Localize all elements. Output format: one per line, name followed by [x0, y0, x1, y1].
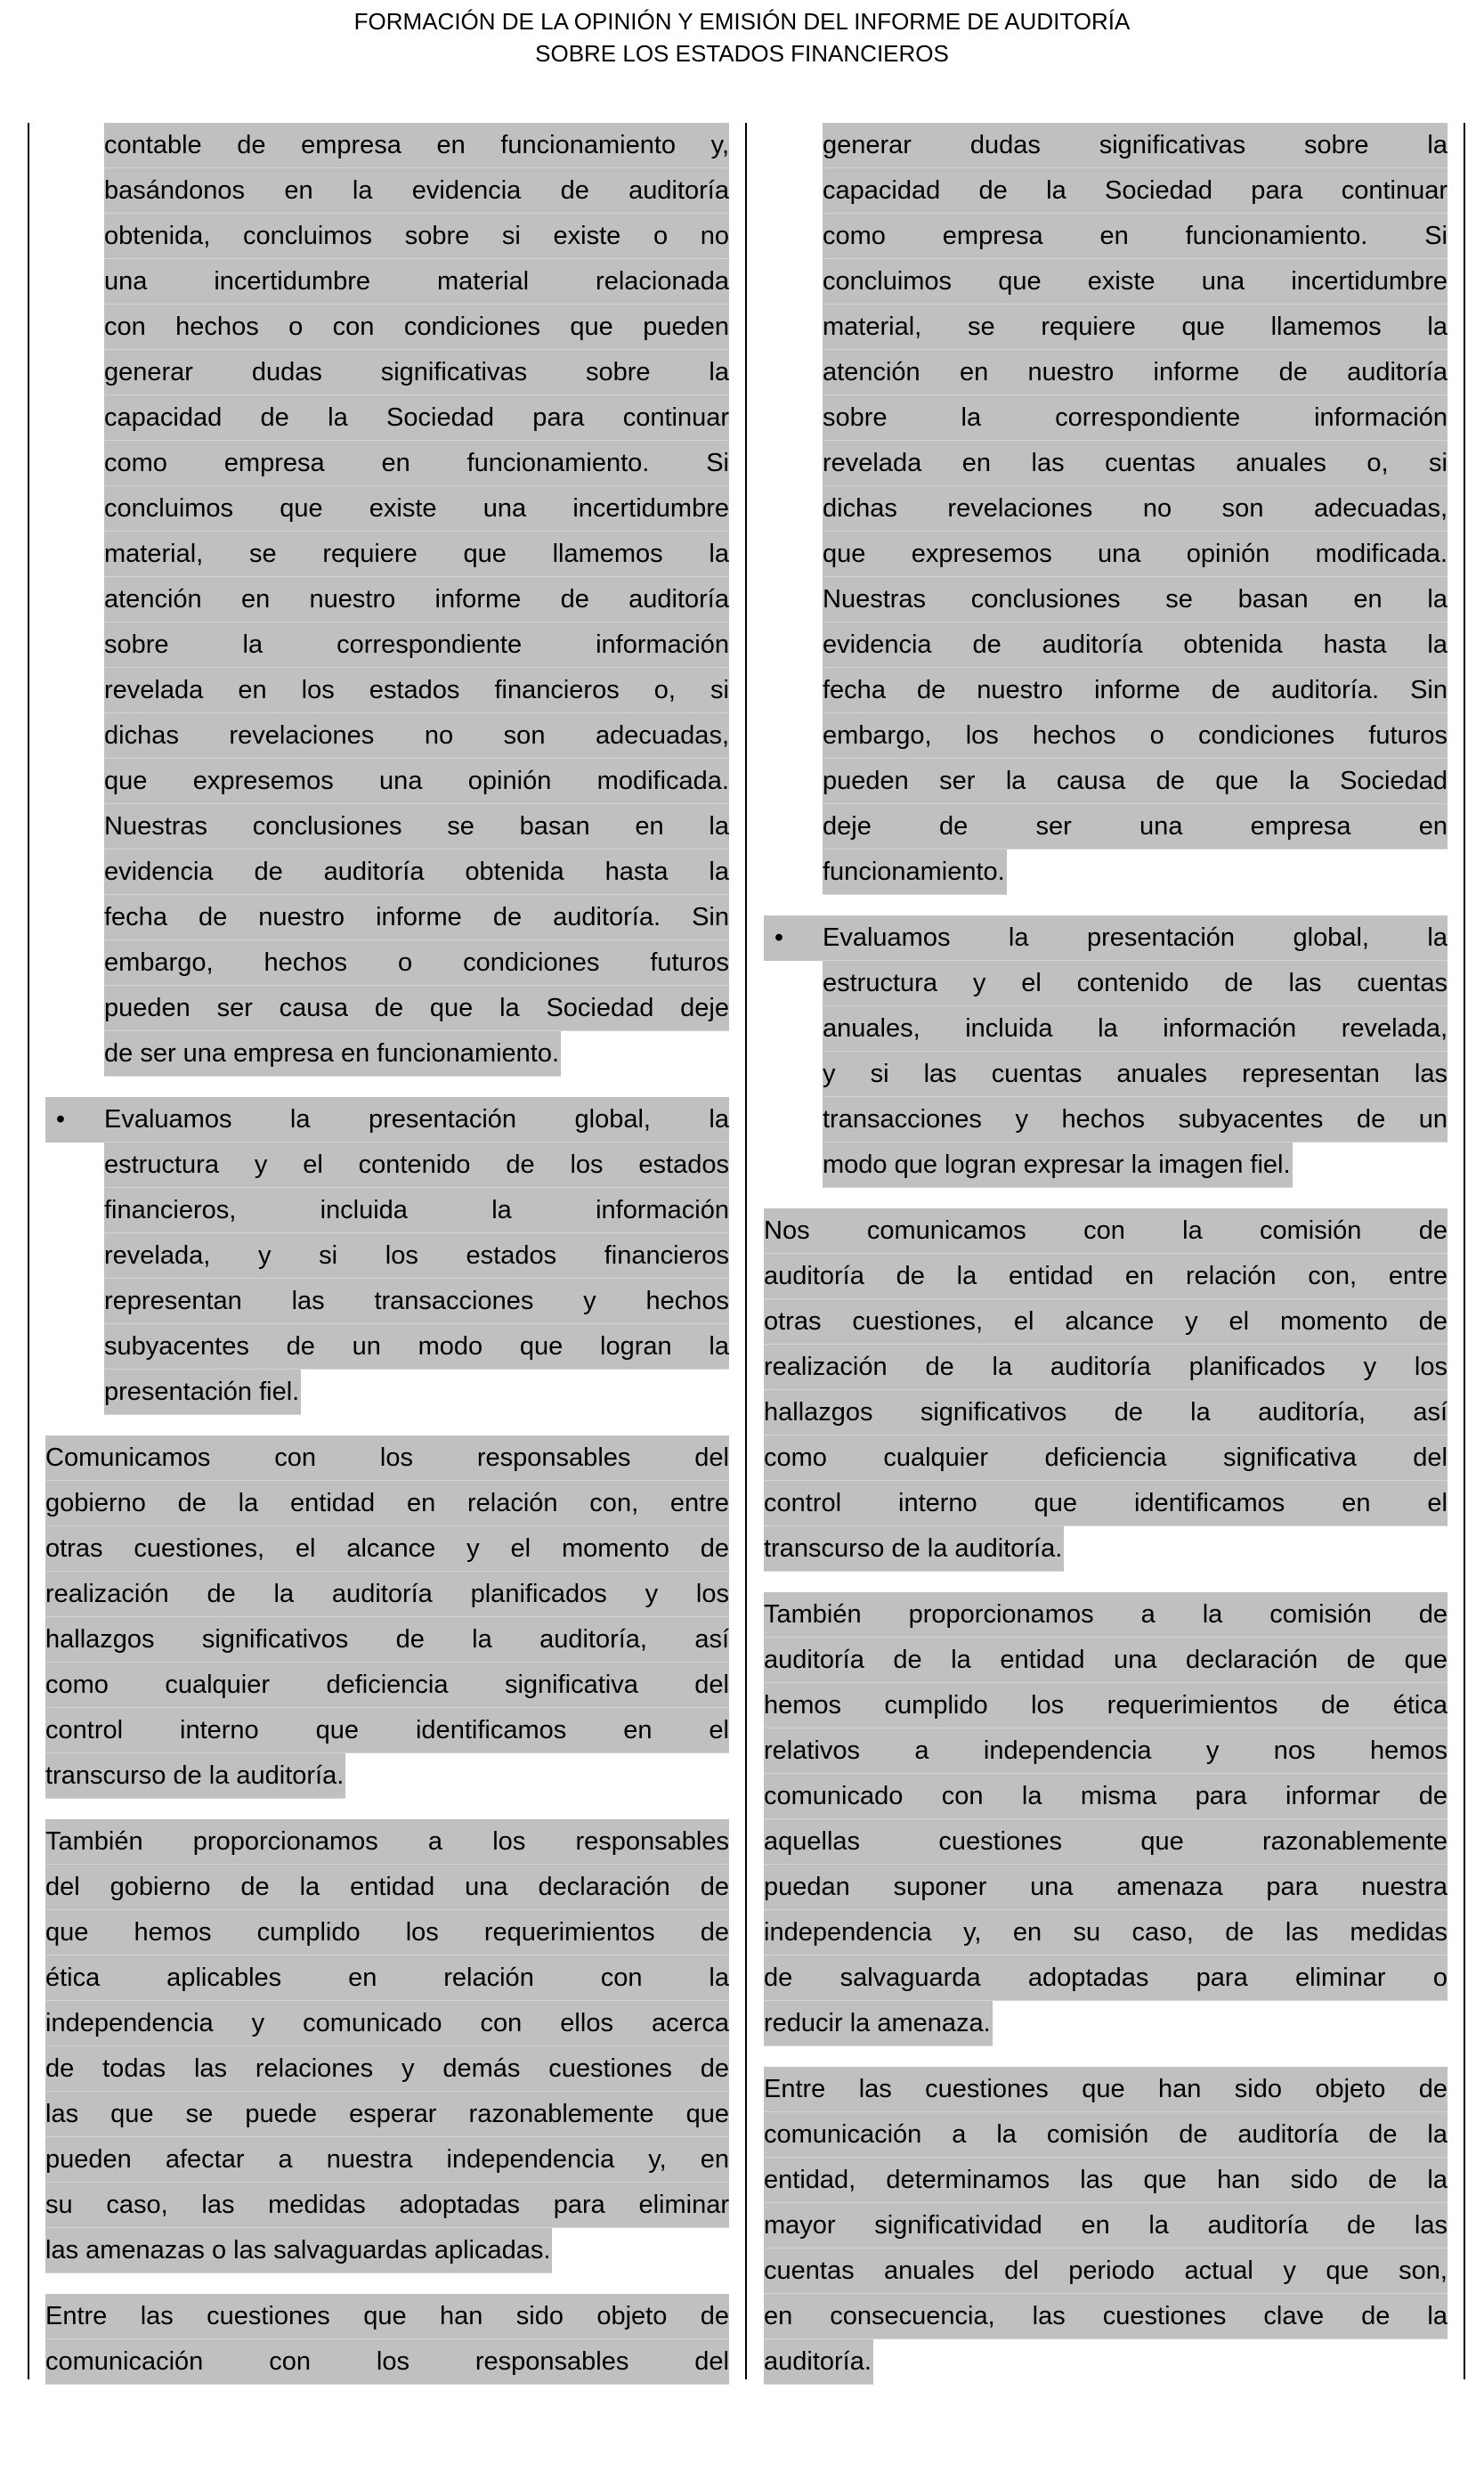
paragraph	[764, 123, 1448, 895]
paragraph	[45, 1435, 729, 1799]
text-line	[45, 1097, 729, 1142]
text-line	[823, 395, 1448, 441]
text-line-content: una incertidumbre material relacionada	[104, 259, 729, 305]
text-line	[104, 986, 729, 1031]
text-line	[823, 168, 1448, 214]
text-line-content: hallazgos significativos de la auditoría, así	[45, 1617, 729, 1663]
text-line	[764, 1208, 1448, 1254]
text-line	[764, 2203, 1448, 2248]
text-line	[104, 895, 729, 940]
text-line	[764, 1728, 1448, 1774]
text-line-content: pueden ser la causa de que la Sociedad	[823, 759, 1448, 804]
text-line-content: de salvaguarda adoptadas para eliminar o	[764, 1956, 1448, 2001]
text-line-content: capacidad de la Sociedad para continuar	[104, 395, 729, 441]
text-line-content: relativos a independencia y nos hemos	[764, 1728, 1448, 1774]
text-line-content: auditoría.	[764, 2339, 873, 2385]
text-line	[823, 305, 1448, 350]
text-line-content: independencia y comunicado con ellos acerca	[45, 2001, 729, 2046]
text-line-content: representan las transacciones y hechos	[104, 1279, 729, 1324]
bullet-icon: •	[774, 923, 784, 952]
text-line-content: concluimos que existe una incertidumbre	[823, 259, 1448, 305]
text-line	[764, 1142, 1448, 1188]
text-line	[764, 1390, 1448, 1435]
text-line-content: subyacentes de un modo que logran la	[104, 1324, 729, 1370]
text-line-content: realización de la auditoría planificados y los	[764, 1345, 1448, 1390]
text-line-content: generar dudas significativas sobre la	[823, 123, 1448, 168]
bullet-item	[45, 1097, 729, 1415]
text-line	[823, 532, 1448, 577]
column-divider-rule	[745, 123, 747, 2379]
text-line-content: sobre la correspondiente información	[823, 395, 1448, 441]
text-line	[764, 2248, 1448, 2294]
text-line	[104, 259, 729, 305]
left-column	[45, 123, 729, 2405]
bullet-item	[764, 915, 1448, 1188]
paragraph	[45, 123, 729, 1077]
text-line	[823, 350, 1448, 395]
text-line	[764, 2294, 1448, 2339]
text-line	[764, 1435, 1448, 1481]
text-line	[764, 2158, 1448, 2203]
text-line-content: reducir la amenaza.	[764, 2001, 993, 2046]
text-line	[104, 168, 729, 214]
text-line-content: como empresa en funcionamiento. Si	[104, 441, 729, 486]
text-line-content: revelada en las cuentas anuales o, si	[823, 441, 1448, 486]
header-title-line-2: SOBRE LOS ESTADOS FINANCIEROS	[535, 40, 949, 67]
paragraph	[764, 1208, 1448, 1572]
text-line	[823, 804, 1448, 850]
text-line	[764, 1774, 1448, 1819]
paragraph	[764, 1592, 1448, 2046]
text-line	[45, 2046, 729, 2092]
text-line	[823, 713, 1448, 759]
text-line-content: como cualquier deficiencia significativa del	[764, 1435, 1448, 1481]
text-line-content: su caso, las medidas adoptadas para eliminar	[45, 2183, 729, 2228]
text-line	[45, 1324, 729, 1370]
text-line-content: modo que logran expresar la imagen fiel.	[823, 1142, 1293, 1188]
text-line	[764, 961, 1448, 1006]
text-line-content: concluimos que existe una incertidumbre	[104, 486, 729, 532]
text-line-content: dichas revelaciones no son adecuadas,	[104, 713, 729, 759]
text-line-content: capacidad de la Sociedad para continuar	[823, 168, 1448, 214]
text-line-content: con hechos o con condiciones que pueden	[104, 305, 729, 350]
paragraph	[764, 2067, 1448, 2385]
text-line	[45, 1370, 729, 1415]
text-line-content: Comunicamos con los responsables del	[45, 1435, 729, 1481]
text-line-content: revelada, y si los estados financieros	[104, 1233, 729, 1279]
text-line	[104, 713, 729, 759]
text-line	[104, 940, 729, 986]
text-line	[764, 1683, 1448, 1728]
text-line-content: material, se requiere que llamemos la	[823, 305, 1448, 350]
text-line-content: puedan suponer una amenaza para nuestra	[764, 1865, 1448, 1910]
text-line	[104, 395, 729, 441]
text-line-content: funcionamiento.	[823, 850, 1007, 895]
text-line-content: Evaluamos la presentación global, la	[823, 915, 1448, 961]
text-line-content: fecha de nuestro informe de auditoría. Sin	[823, 668, 1448, 713]
text-line	[45, 1188, 729, 1233]
text-line-content: como cualquier deficiencia significativa del	[45, 1663, 729, 1708]
bullet-icon: •	[55, 1105, 66, 1134]
text-line	[764, 1481, 1448, 1526]
text-line	[104, 486, 729, 532]
text-line-content: otras cuestiones, el alcance y el momento de	[45, 1526, 729, 1572]
text-line-content: control interno que identificamos en el	[45, 1708, 729, 1753]
text-line	[764, 1006, 1448, 1052]
text-line	[764, 1819, 1448, 1865]
text-line	[104, 441, 729, 486]
text-line-content: comunicado con la misma para informar de	[764, 1774, 1448, 1819]
text-line	[764, 1865, 1448, 1910]
paragraph	[45, 1819, 729, 2273]
page-header	[0, 5, 1484, 69]
text-line-content: las amenazas o las salvaguardas aplicadas.	[45, 2228, 552, 2273]
text-line-content: realización de la auditoría planificados y los	[45, 1572, 729, 1617]
text-line	[764, 1345, 1448, 1390]
text-line-content: presentación fiel.	[104, 1370, 301, 1415]
header-title-line-1: FORMACIÓN DE LA OPINIÓN Y EMISIÓN DEL INFORME DE AUDITORÍA	[353, 8, 1131, 35]
text-line	[764, 1526, 1448, 1572]
text-line	[823, 577, 1448, 622]
text-line-content: También proporcionamos a la comisión de	[764, 1592, 1448, 1638]
text-line-content: Evaluamos la presentación global, la	[104, 1097, 729, 1142]
text-line	[823, 850, 1448, 895]
text-line	[823, 214, 1448, 259]
text-line-content: en consecuencia, las cuestiones clave de la	[764, 2294, 1448, 2339]
paragraph	[45, 2294, 729, 2385]
text-line-content: transcurso de la auditoría.	[45, 1753, 345, 1799]
text-line-content: revelada en los estados financieros o, si	[104, 668, 729, 713]
text-line-content: generar dudas significativas sobre la	[104, 350, 729, 395]
text-line-content: atención en nuestro informe de auditoría	[823, 350, 1448, 395]
text-line	[764, 1254, 1448, 1299]
text-line-content: Nuestras conclusiones se basan en la	[823, 577, 1448, 622]
text-line-content: evidencia de auditoría obtenida hasta la	[823, 622, 1448, 668]
text-line	[45, 2294, 729, 2339]
text-line-content: hemos cumplido los requerimientos de ética	[764, 1683, 1448, 1728]
text-line-content: dichas revelaciones no son adecuadas,	[823, 486, 1448, 532]
text-line	[764, 1299, 1448, 1345]
text-line	[104, 1031, 729, 1077]
text-line-content: comunicación con los responsables del	[45, 2339, 729, 2385]
text-line	[45, 2092, 729, 2137]
text-line-content: otras cuestiones, el alcance y el momento de	[764, 1299, 1448, 1345]
text-line-content: hallazgos significativos de la auditoría, así	[764, 1390, 1448, 1435]
text-line-content: transcurso de la auditoría.	[764, 1526, 1064, 1572]
text-line	[45, 1708, 729, 1753]
text-line	[45, 1142, 729, 1188]
text-line	[764, 1638, 1448, 1683]
text-line	[45, 1481, 729, 1526]
text-line	[823, 486, 1448, 532]
text-line-content: mayor significatividad en la auditoría de las	[764, 2203, 1448, 2248]
text-line	[764, 2112, 1448, 2158]
text-line-content: de ser una empresa en funcionamiento.	[104, 1031, 561, 1077]
text-line	[823, 668, 1448, 713]
text-line	[764, 1052, 1448, 1097]
text-line-content: ética aplicables en relación con la	[45, 1956, 729, 2001]
text-line-content: que expresemos una opinión modificada.	[104, 759, 729, 804]
text-line-content: Entre las cuestiones que han sido objeto de	[45, 2294, 729, 2339]
text-line	[764, 2067, 1448, 2112]
text-line	[45, 1435, 729, 1481]
text-line	[45, 2001, 729, 2046]
text-line-content: que expresemos una opinión modificada.	[823, 532, 1448, 577]
text-line-content: fecha de nuestro informe de auditoría. Sin	[104, 895, 729, 940]
text-line	[764, 1956, 1448, 2001]
left-border-rule	[28, 123, 29, 2379]
text-line	[104, 668, 729, 713]
text-line-content: contable de empresa en funcionamiento y,	[104, 123, 729, 168]
text-line-content: evidencia de auditoría obtenida hasta la	[104, 850, 729, 895]
text-line	[45, 1663, 729, 1708]
text-line	[45, 1956, 729, 2001]
text-line	[45, 1753, 729, 1799]
text-line-content: anuales, incluida la información revelada,	[823, 1006, 1448, 1052]
text-line	[104, 804, 729, 850]
text-line-content: auditoría de la entidad en relación con, entre	[764, 1254, 1448, 1299]
text-line-content: transacciones y hechos subyacentes de un	[823, 1097, 1448, 1142]
text-line-content: embargo, los hechos o condiciones futuros	[823, 713, 1448, 759]
text-line-content: embargo, hechos o condiciones futuros	[104, 940, 729, 986]
text-line	[45, 1617, 729, 1663]
text-line	[45, 1233, 729, 1279]
text-line	[45, 2228, 729, 2273]
text-line	[45, 1819, 729, 1865]
text-line-content: de todas las relaciones y demás cuestiones de	[45, 2046, 729, 2092]
text-line-content: cuentas anuales del periodo actual y que son,	[764, 2248, 1448, 2294]
text-line	[104, 622, 729, 668]
text-line	[104, 350, 729, 395]
text-line-content: sobre la correspondiente información	[104, 622, 729, 668]
text-line-content: material, se requiere que llamemos la	[104, 532, 729, 577]
text-line-content: comunicación a la comisión de auditoría de la	[764, 2112, 1448, 2158]
text-line	[764, 2339, 1448, 2385]
text-line	[45, 2339, 729, 2385]
text-line-content: financieros, incluida la información	[104, 1188, 729, 1233]
text-line	[45, 1865, 729, 1910]
text-line-content: Nos comunicamos con la comisión de	[764, 1208, 1448, 1254]
text-line	[104, 214, 729, 259]
text-line	[104, 577, 729, 622]
text-line-content: atención en nuestro informe de auditoría	[104, 577, 729, 622]
text-line	[764, 915, 1448, 961]
text-line-content: y si las cuentas anuales representan las	[823, 1052, 1448, 1097]
right-column	[764, 123, 1448, 2405]
text-line	[45, 2183, 729, 2228]
text-line-content: Nuestras conclusiones se basan en la	[104, 804, 729, 850]
text-line	[823, 123, 1448, 168]
text-line	[45, 1526, 729, 1572]
text-line-content: gobierno de la entidad en relación con, entre	[45, 1481, 729, 1526]
text-line	[45, 1572, 729, 1617]
text-line-content: las que se puede esperar razonablemente que	[45, 2092, 729, 2137]
text-line-content: como empresa en funcionamiento. Si	[823, 214, 1448, 259]
text-line	[823, 622, 1448, 668]
text-line-content: pueden ser causa de que la Sociedad deje	[104, 986, 729, 1031]
text-line-content: del gobierno de la entidad una declaración de	[45, 1865, 729, 1910]
text-line-content: deje de ser una empresa en	[823, 804, 1448, 850]
text-line	[823, 759, 1448, 804]
text-line	[823, 259, 1448, 305]
text-line-content: basándonos en la evidencia de auditoría	[104, 168, 729, 214]
text-line-content: También proporcionamos a los responsables	[45, 1819, 729, 1865]
text-line-content: entidad, determinamos las que han sido de la	[764, 2158, 1448, 2203]
text-line-content: control interno que identificamos en el	[764, 1481, 1448, 1526]
text-line-content: estructura y el contenido de las cuentas	[823, 961, 1448, 1006]
right-border-rule	[1464, 123, 1465, 2379]
text-line-content: Entre las cuestiones que han sido objeto de	[764, 2067, 1448, 2112]
text-line	[45, 1279, 729, 1324]
text-line-content: obtenida, concluimos sobre si existe o no	[104, 214, 729, 259]
text-line	[764, 1592, 1448, 1638]
text-line	[764, 1097, 1448, 1142]
text-line	[764, 2001, 1448, 2046]
text-line-content: independencia y, en su caso, de las medidas	[764, 1910, 1448, 1956]
text-line	[104, 759, 729, 804]
text-line-content: auditoría de la entidad una declaración de que	[764, 1638, 1448, 1683]
text-line	[104, 123, 729, 168]
text-line-content: estructura y el contenido de los estados	[104, 1142, 729, 1188]
text-line	[823, 441, 1448, 486]
text-line	[104, 850, 729, 895]
text-line-content: que hemos cumplido los requerimientos de	[45, 1910, 729, 1956]
text-line-content: pueden afectar a nuestra independencia y, en	[45, 2137, 729, 2183]
text-line	[104, 305, 729, 350]
text-line	[45, 1910, 729, 1956]
text-line	[764, 1910, 1448, 1956]
text-line	[45, 2137, 729, 2183]
text-line	[104, 532, 729, 577]
text-line-content: aquellas cuestiones que razonablemente	[764, 1819, 1448, 1865]
